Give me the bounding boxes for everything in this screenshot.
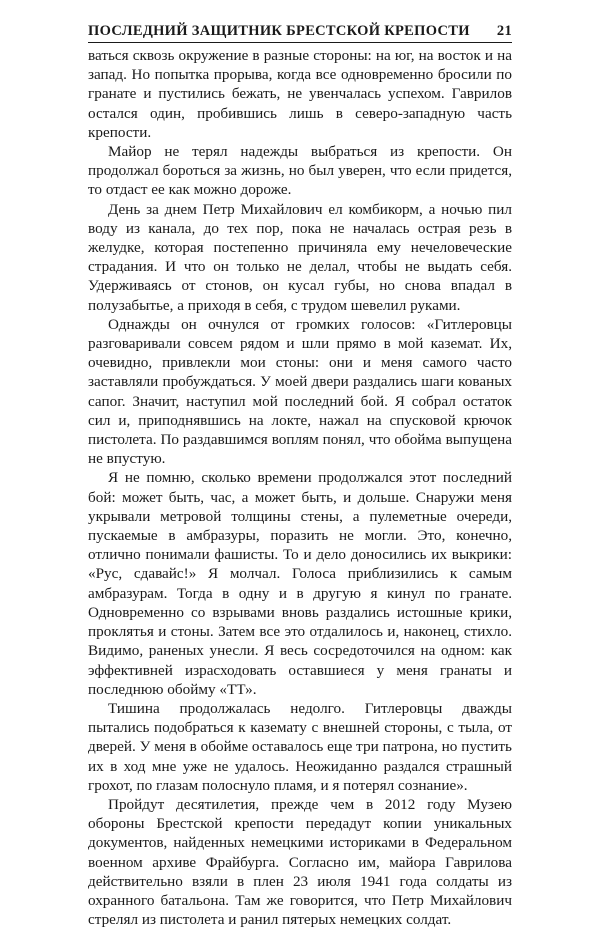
paragraph-2: Майор не терял надежды выбраться из крепости. Он продолжал бороться за жизнь, но был уверен, что если придется, то отдаст ее как можно дороже. — [88, 143, 512, 199]
page-number: 21 — [496, 23, 512, 39]
running-title: ПОСЛЕДНИЙ ЗАЩИТНИК БРЕСТСКОЙ КРЕПОСТИ — [88, 23, 470, 39]
paragraph-6: Тишина продолжалась недолго. Гитлеровцы дважды пытались подобраться к каземату с внешней стороны, с тыла, от дверей. У меня в обойме оставалось еще три патрона, но пустить их в ход мне уже не удалось. Неожиданно раздался страшный грохот, по глазам полоснуло пламя, и я потерял сознание». — [88, 699, 512, 794]
paragraph-5: Я не помню, сколько времени продолжался этот последний бой: может быть, час, а может быть, и дольше. Снаружи меня укрывали метровой толщины стены, а пулеметные очереди, пускаемые в амбразуры, поразить не могли. Это, конечно, отлично понимали фашисты. То и дело доносились их выкрики: «Рус, сдавайс!» Я молчал. Голоса приблизились к самым амбразурам. Тогда в одну и в другую я кинул по гранате. Одновременно со взрывами вновь раздались истошные крики, проклятья и стоны. Затем все это отдалилось и, наконец, стихло. Видимо, раненых унесли. Я весь сосредоточился на одном: как эффективней израсходовать оставшиеся у меня гранаты и последнюю обойму «ТТ». — [88, 469, 512, 698]
paragraph-4: Однажды он очнулся от громких голосов: «Гитлеровцы разговаривали совсем рядом и шли прямо в мой каземат. Их, очевидно, привлекли мои стоны: они и меня самого часто заставляли пробуждаться. У моей двери раздались шаги кованых сапог. Значит, наступил мой последний бой. Я собрал остаток сил и, приподнявшись на локте, нажал на спусковой крючок пистолета. По раздавшимся воплям понял, что обойма выпущена не впустую. — [88, 315, 512, 468]
body-text — [88, 46, 512, 929]
running-header — [88, 20, 512, 40]
paragraph-7: Пройдут десятилетия, прежде чем в 2012 году Музею обороны Брестской крепости передадут копии уникальных документов, найденных немецкими историками в Федеральном военном архиве Фрайбурга. Согласно им, майора Гаврилова действительно взяли в плен 23 июля 1941 года солдаты из охранного батальона. Там же говорится, что Петр Михайлович стрелял из пистолета и ранил пятерых немецких солдат. — [88, 795, 512, 929]
paragraph-1: ваться сквозь окружение в разные стороны: на юг, на восток и на запад. Но попытка прорыва, когда все одновременно бросили по гранате и пустились бежать, не увенчалась успехом. Гаврилов остался один, пробившись лишь в северо-западную часть крепости. — [88, 47, 512, 141]
paragraph-3: День за днем Петр Михайлович ел комбикорм, а ночью пил воду из канала, до тех пор, пока не началась острая резь в желудке, которая постепенно причиняла ему нечеловеческие страдания. И что он только не делал, чтобы не выдать себя. Удерживаясь от стонов, он кусал губы, но снова впадал в полузабытье, а приходя в себя, с трудом шевелил руками. — [88, 200, 512, 314]
header-rule — [88, 42, 512, 43]
